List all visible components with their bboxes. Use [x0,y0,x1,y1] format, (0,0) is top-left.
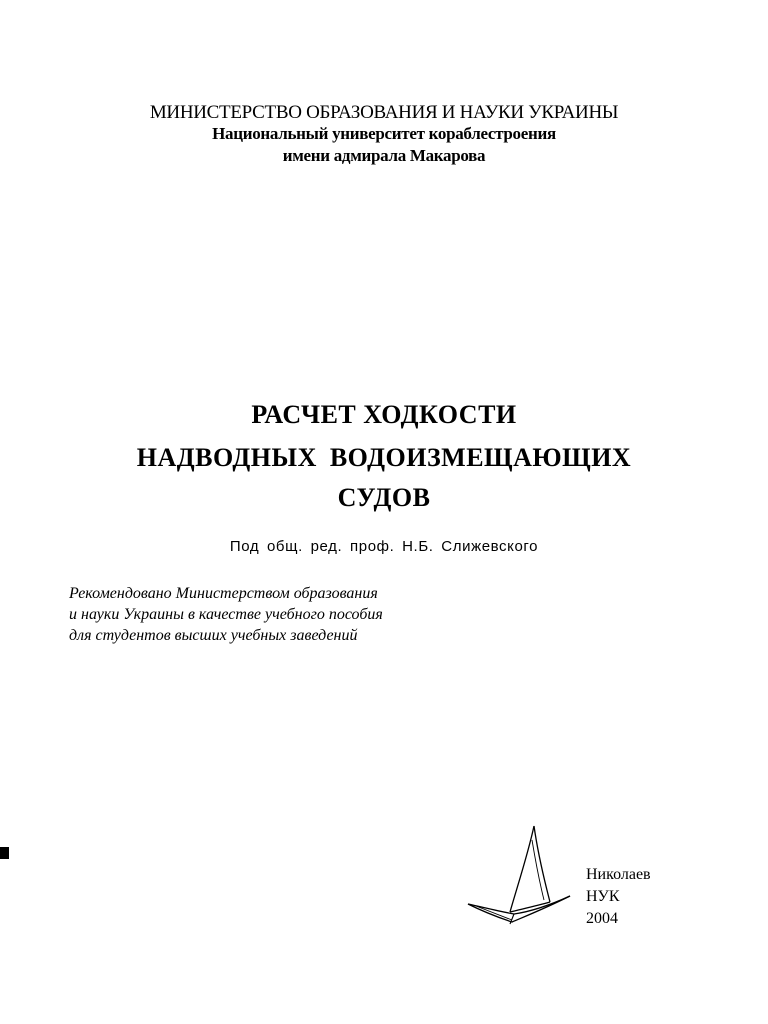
editor-credit: Под общ. ред. проф. Н.Б. Слижевского [229,538,539,555]
recommendation-line-3: для студентов высших учебных заведений [69,627,358,644]
publisher-name: НУК [586,888,620,905]
publication-year: 2004 [586,910,618,927]
book-title-line-1: РАСЧЕТ ХОДКОСТИ [251,400,517,429]
recommendation-line-1: Рекомендовано Министерством образования [69,585,378,602]
book-title-line-3: СУДОВ [337,483,431,512]
ministry-name: МИНИСТЕРСТВО ОБРАЗОВАНИЯ И НАУКИ УКРАИНЫ [149,102,619,123]
publication-city: Николаев [586,866,651,883]
sailboat-logo-icon [466,824,572,934]
page-marker [0,847,9,859]
book-title-line-2: НАДВОДНЫХ ВОДОИЗМЕЩАЮЩИХ [136,443,632,472]
recommendation-line-2: и науки Украины в качестве учебного пособия [69,606,383,623]
university-honorific: имени адмирала Макарова [282,146,486,165]
university-name: Национальный университет кораблестроения [212,124,556,143]
